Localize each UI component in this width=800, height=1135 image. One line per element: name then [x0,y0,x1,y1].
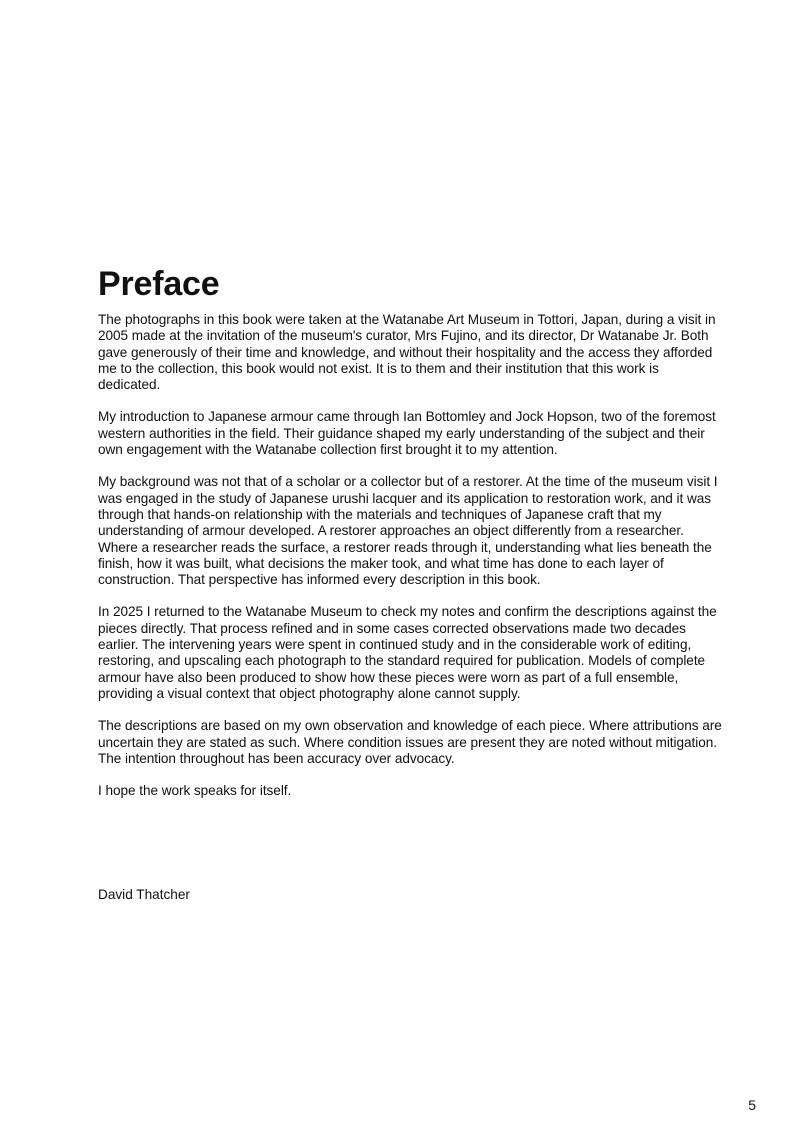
paragraph-6: I hope the work speaks for itself. [98,783,292,799]
page-number: 5 [748,1097,756,1113]
paragraph-1: The photographs in this book were taken at the Watanabe Art Museum in Tottori, Japan, during a visit in 2005 made at the invitation of the museum's curator, Mrs Fujino, and its director, Dr Watanabe Jr. Both gave generously of their time and knowledge, and without their hospitality and the access they afforded me to the collection, this book would not exist. It is to them and their institution that this work is dedicated. [98,312,716,393]
page-title: Preface [98,265,220,303]
paragraph-4: In 2025 I returned to the Watanabe Museum to check my notes and confirm the descriptions against the pieces directly. That process refined and in some cases corrected observations made two decades earlier. The intervening years were spent in continued study and in the considerable work of editing, restoring, and upscaling each photograph to the standard required for publication. Models of complete armour have also been produced to show how these pieces were worn as part of a full ensemble, providing a visual context that object photography alone cannot supply. [98,604,717,701]
author-signature: David Thatcher [98,887,190,902]
preface-content [98,262,723,815]
paragraph-5: The descriptions are based on my own observation and knowledge of each piece. Where attributions are uncertain they are stated as such. Where condition issues are present they are noted without mitigation. The intention throughout has been accuracy over advocacy. [98,718,722,766]
paragraph-3: My background was not that of a scholar or a collector but of a restorer. At the time of the museum visit I was engaged in the study of Japanese urushi lacquer and its application to restoration work, and it was through that hands-on relationship with the materials and techniques of Japanese craft that my understanding of armour developed. A restorer approaches an object differently from a researcher. Where a researcher reads the surface, a restorer reads through it, understanding what lies beneath the finish, how it was built, what decisions the maker took, and what time has done to each layer of construction. That perspective has informed every description in this book. [98,474,718,588]
paragraph-2: My introduction to Japanese armour came through Ian Bottomley and Jock Hopson, two of the foremost western authorities in the field. Their guidance shaped my early understanding of the subject and their own engagement with the Watanabe collection first brought it to my attention. [98,409,716,458]
